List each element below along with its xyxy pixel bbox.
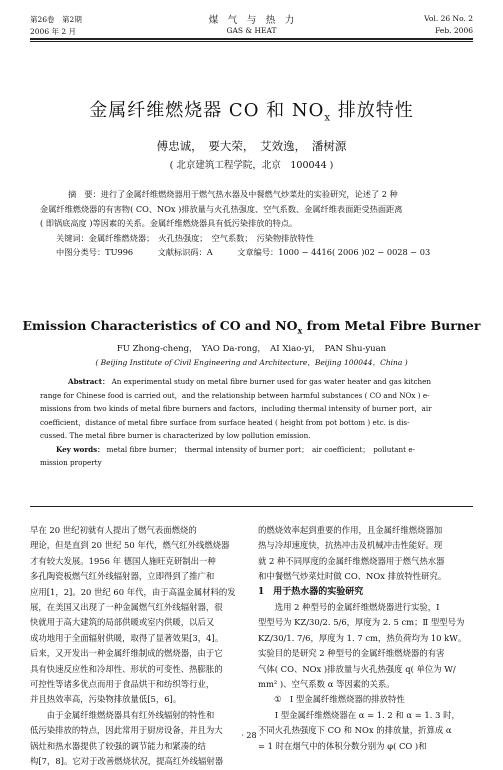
title-cn: 金属纤维燃烧器 CO 和 $NO_x$ 排放特性 xyxy=(89,100,414,124)
keywords-cn-label: 关键词： xyxy=(56,232,89,243)
title-en: Emission Characteristics of CO and $NO_x$ from Metal Fibre Burner xyxy=(22,318,481,336)
abstract-en: Abstract： An experimental study on metal fibre burner used for gas water heater and gas kitchen range for Chinese food is carried out，and the relationship between harmful substances ( CO and NOx ) e- missions from two kinds of metal fibre burners and factors，including thermal intensity of burner port，air coefficient，distance of metal fibre surface from surface heated ( height from pot bottom ) etc. is dis- cussed. The metal fibre burner is characterized by low pollution emission. Key words： metal fibre burner； thermal intensity of burner port； air coefficient； pollutant e- mission property xyxy=(40,377,432,467)
header-rule xyxy=(30,38,473,40)
keywords-cn: 金属纤维燃烧器； 火孔热强度； 空气系数； 污染物排放特性 xyxy=(88,232,314,243)
abstract-cn-label: 摘 要： xyxy=(68,189,101,199)
header-rule-thin xyxy=(30,41,473,42)
affiliation-en: ( Beijing Institute of Civil Engineering and Architecture，Beijing 100044，China ) xyxy=(95,358,408,367)
classification-cn: 中图分类号：TU996 文献标识码：A 文章编号：1000 − 4416( 2006 )02 − 0028 − 03 xyxy=(56,247,431,257)
volume-issue-en: Vol. 26 No. 2 xyxy=(424,14,473,23)
body-right-column: 的燃烧效率起到重要的作用，且金属纤维燃烧器加 热与冷却速度快，抗热冲击及机械冲击性能好。现 就 2 种不同厚度的金属纤维燃烧器用于燃气热水器 和中餐燃气炒菜灶时做 CO、NOx 排放特性研究。 1 用于热水器的实验研究 选用 2 种型号的金属纤维燃烧器进行实验，Ⅰ 型型号为 KZ/30/2. 5/6，厚度为 2. 5 cm；Ⅱ 型型号为 KZ/30/1. 7/6，厚度为 1. 7 cm，热负荷均为 10 kW。 实验目的是研究 2 种型号的金属纤维燃烧器的有害 气体( CO、NOx )排放量与火孔热强度 q( 单位为 W/ mm² )、空气系数 α 等因素的关系。 ① Ⅰ 型金属纤维燃烧器的排放特性 Ⅰ 型金属纤维燃烧器在 α = 1. 2 和 α = 1. 3 时， 不同火孔热强度下 CO 和 NOx 的排放量，折算成 α = 1 时在烟气中的体积分数分别为 φ( CO )和 xyxy=(258,523,471,754)
abstract-rule xyxy=(30,506,473,507)
keywords-en-label: Key words： xyxy=(56,444,105,454)
abstract-en-label: Abstract： xyxy=(68,377,110,386)
journal-name-cn: 煤 气 与 热 力 xyxy=(208,15,295,26)
volume-issue-cn: 第26卷 第2期 xyxy=(30,15,82,24)
authors-en: FU Zhong-cheng， YAO Da-rong， AI Xiao-yi， PAN Shu-yuan xyxy=(116,344,387,354)
date-cn: 2006 年 2 月 xyxy=(30,27,77,36)
section-heading: 1 用于热水器的实验研究 xyxy=(258,586,364,597)
date-en: Feb. 2006 xyxy=(435,26,473,35)
abstract-cn: 摘 要：进行了金属纤维燃烧器用于燃气热水器及中餐燃气炒菜灶的实验研究，论述了 2 种 金属纤维燃烧器的有害物( CO、NOx )排放量与火孔热强度、空气系数、金属纤维表面距受热面距离 ( 即锅底高度 )等因素的关系。金属纤维燃烧器具有低污染排放的特点。 关键词：金属纤维燃烧器； 火孔热强度； 空气系数； 污染物排放特性 中图分类号：TU996 文献标识码：A 文章编号：1000 − 4416( 2006 )02 − 0028 − 03 xyxy=(40,187,463,260)
page-number: · 28 · xyxy=(241,731,262,740)
journal-name-en: GAS & HEAT xyxy=(226,26,277,35)
affiliation-cn: ( 北京建筑工程学院，北京 100044 ) xyxy=(169,160,334,171)
subsection-heading: ① Ⅰ 型金属纤维燃烧器的排放特性 xyxy=(274,694,405,705)
authors-cn: 傅忠诚， 要大荣， 艾效逸， 潘树源 xyxy=(156,139,347,153)
body-left-column: 早在 20 世纪初就有人提出了燃气表面燃烧的 理论，但是直到 20 世纪 50 年代，燃气红外线燃烧器 才有较大发展。1956 年 德国人施旺克研制出一种 多孔陶瓷板燃气红外线辐射器，立即得到了推广和 应用[1，2]。20 世纪 60 年代，由于高温金属材料的发 展，在美国又出现了一种金属燃气红外线辐射器，很 快就用于高大建筑的局部供暖或室内供暖，以后又 成功地用于全面辐射供暖，取得了显著效果[3，4]。 后来，又开发出一种金属纤维制成的燃烧器，由于它 具有快速反应性和冷却性、形状的可变性、热膨胀的 可控性等诸多优点而用于食品烘干和纺织等行业， 并且热效率高，污染物排放量低[5，6]。 由于金属纤维燃烧器具有红外线辐射的特性和 低污染排放的特点，因此常用于厨房设备，并且为大 锅灶和热水器提供了较强的调节能力和紧凑的结 构[7，8]。它对于改善燃烧状况，提高红外线辐射器 xyxy=(30,525,236,767)
